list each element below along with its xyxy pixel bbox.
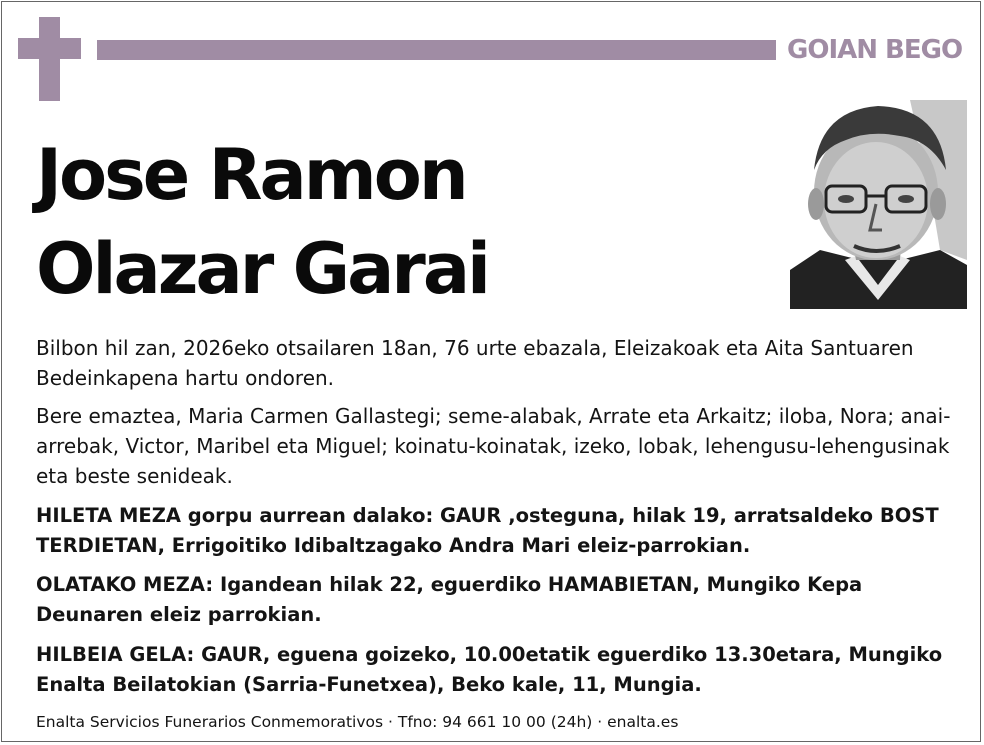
family-list: Bere emaztea, Maria Carmen Gallastegi; seme-alabak, Arrate eta Arkaitz; iloba, Nora; anai-arrebak, Victor, Maribel eta Miguel; koinatu-koinatak, izeko, lobak, lehengusu-lehengusinak eta beste senideak. [36,404,951,488]
funeral-mass-info: HILETA MEZA gorpu aurrean dalako: GAUR ,osteguna, hilak 19, arratsaldeko BOST TERDIETAN, Errigoitiko Idibaltzagako Andra Mari eleiz-parrokian. [36,504,939,557]
name-line-2: Olazar Garai [36,228,489,310]
wake-room-info: HILBEIA GELA: GAUR, eguena goizeko, 10.00etatik eguerdiko 13.30etara, Mungiko Enalta Beilatokian (Sarria-Funetxea), Beko kale, 11, Mungia. [36,643,943,696]
death-announcement: Bilbon hil zan, 2026eko otsailaren 18an, 76 urte ebazala, Eleizakoak eta Aita Santuaren Bedeinkapena hartu ondoren. [36,336,914,390]
memorial-mass-info: OLATAKO MEZA: Igandean hilak 22, eguerdiko HAMABIETAN, Mungiko Kepa Deunaren eleiz parrokian. [36,573,863,626]
section-label: GOIAN BEGO [787,35,963,65]
name-line-1: Jose Ramon [36,134,466,216]
header-bar [97,40,776,60]
portrait-photo [790,100,967,309]
deceased-name [36,128,776,316]
cross-icon [18,17,81,101]
funeral-home-footer: Enalta Servicios Funerarios Conmemorativos · Tfno: 94 661 10 00 (24h) · enalta.es [36,713,679,731]
